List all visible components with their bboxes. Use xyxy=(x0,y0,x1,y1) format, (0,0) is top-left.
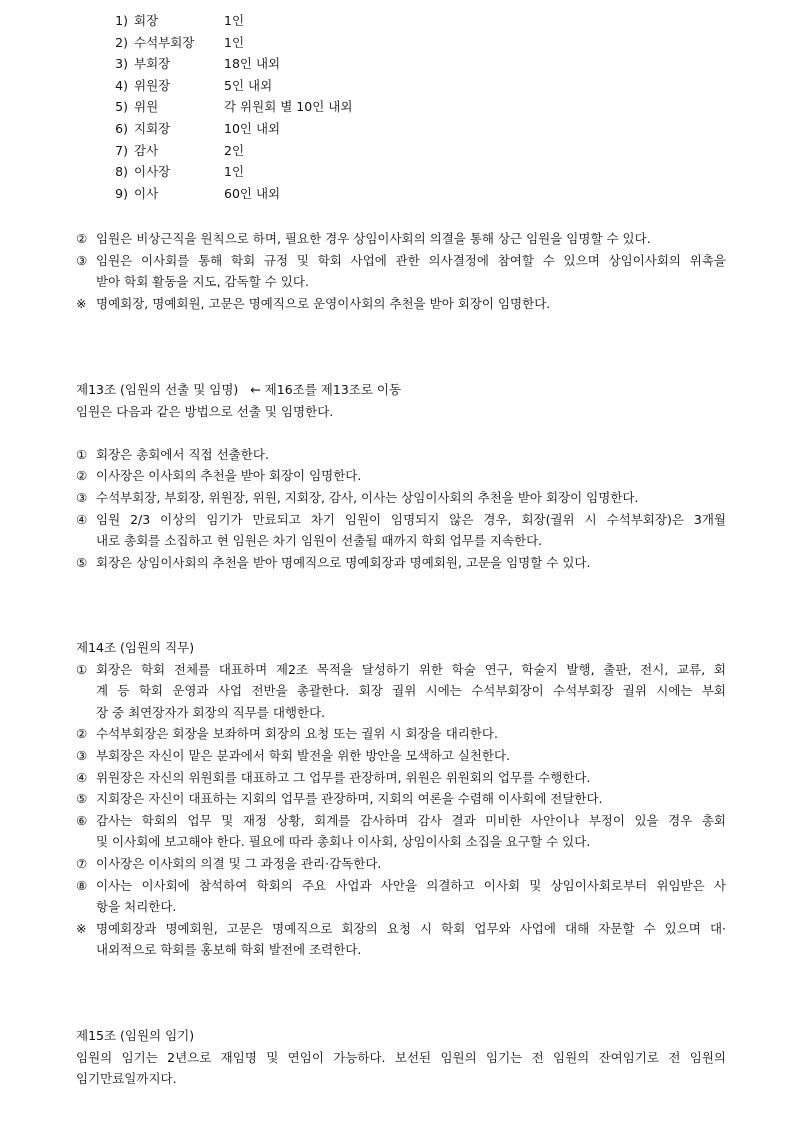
article-13 xyxy=(76,379,726,573)
clause-line: 부회장은 자신이 맡은 분과에서 학회 발전을 위한 방안을 모색하고 실천한다. xyxy=(96,747,511,763)
clause-line: 회장은 총회에서 직접 선출한다. xyxy=(96,446,269,462)
clause-line: 계 등 학회 운영과 사업 전반을 총괄한다. 회장 궐위 시에는 수석부회장이 수석부회장 궐위 시에는 부회 xyxy=(96,683,726,699)
roster-title: 수석부회장 xyxy=(134,34,195,50)
clause-line: 수석부회장은 회장을 보좌하며 회장의 요청 또는 궐위 시 회장을 대리한다. xyxy=(96,726,498,742)
officer-roster xyxy=(104,10,352,204)
article-heading xyxy=(76,379,726,401)
clause-marker: ④ xyxy=(76,511,88,527)
clause-item xyxy=(76,444,726,466)
clause-marker: ⑤ xyxy=(76,791,88,807)
clause-item xyxy=(76,767,726,789)
clause-marker: ※ xyxy=(76,920,87,936)
article-intro: 임원은 다음과 같은 방법으로 선출 및 임명한다. xyxy=(76,403,334,419)
roster-count: 각 위원회 별 10인 내외 xyxy=(224,99,353,115)
clause-item xyxy=(76,250,726,293)
roster-number: 5) xyxy=(115,99,128,115)
clause-line: 항을 처리한다. xyxy=(96,899,177,915)
roster-number: 2) xyxy=(115,34,128,50)
roster-row xyxy=(104,75,352,97)
roster-number: 7) xyxy=(115,142,128,158)
clause-marker: ③ xyxy=(76,489,88,505)
clause-line: 임원 2/3 이상의 임기가 만료되고 차기 임원이 임명되지 않은 경우, 회장(궐위 시 수석부회장)은 3개월 xyxy=(96,511,726,527)
roster-number: 3) xyxy=(115,56,128,72)
roster-count: 18인 내외 xyxy=(224,56,281,72)
clause-line: 회장은 상임이사회의 추천을 받아 명예직으로 명예회장과 명예회원, 고문을 임명할 수 있다. xyxy=(96,554,591,570)
clause-item xyxy=(76,659,726,724)
roster-count: 10인 내외 xyxy=(224,120,281,136)
roster-title: 이사 xyxy=(134,185,159,201)
roster-count: 2인 xyxy=(224,142,245,158)
clause-item xyxy=(76,509,726,552)
clause-item xyxy=(76,810,726,853)
article-14 xyxy=(76,637,726,961)
revision-note: ← 제16조를 제13조로 이동 xyxy=(250,382,402,397)
clause-line: 이사장은 이사회의 의결 및 그 과정을 관리·감독한다. xyxy=(96,855,382,871)
clause-marker: ② xyxy=(76,468,88,484)
roster-count: 1인 xyxy=(224,34,245,50)
clause-line: 지회장은 자신이 대표하는 지회의 업무를 관장하며, 지회의 여론을 수렴해 이사회에 전달한다. xyxy=(96,791,603,807)
clause-marker: ⑧ xyxy=(76,877,88,893)
officer-duties-clauses xyxy=(76,228,726,314)
clause-item xyxy=(76,853,726,875)
roster-number: 4) xyxy=(115,77,128,93)
clause-marker: ④ xyxy=(76,769,88,785)
roster-row xyxy=(104,161,352,183)
roster-title: 이사장 xyxy=(134,164,171,180)
roster-title: 지회장 xyxy=(134,120,171,136)
clause-marker: ※ xyxy=(76,295,87,311)
article-title: 제14조 (임원의 직무) xyxy=(76,640,195,655)
roster-row xyxy=(104,183,352,205)
roster-count: 5인 내외 xyxy=(224,77,273,93)
roster-count: 1인 xyxy=(224,164,245,180)
clause-line: 이사장은 이사회의 추천을 받아 회장이 임명한다. xyxy=(96,468,362,484)
clause-line: 내외적으로 학회를 홍보해 학회 발전에 조력한다. xyxy=(96,942,362,958)
clause-line: 받아 학회 활동을 지도, 감독할 수 있다. xyxy=(96,274,309,290)
clause-marker: ⑤ xyxy=(76,554,88,570)
roster-title: 위원장 xyxy=(134,77,171,93)
clause-marker: ③ xyxy=(76,252,88,268)
roster-number: 1) xyxy=(115,13,128,28)
clause-marker: ⑥ xyxy=(76,812,88,828)
clause-line: 내로 총회를 소집하고 현 임원은 차기 임원이 선출될 때까지 학회 업무를 지속한다. xyxy=(96,533,543,549)
clause-line: 장 중 최연장자가 회장의 직무를 대행한다. xyxy=(96,704,326,720)
article-15 xyxy=(76,1025,726,1090)
clause-marker: ② xyxy=(76,726,88,742)
clause-marker: ③ xyxy=(76,747,88,763)
clause-item xyxy=(76,875,726,918)
roster-row xyxy=(104,32,352,54)
roster-row xyxy=(104,53,352,75)
roster-row xyxy=(104,96,352,118)
clause-item xyxy=(76,918,726,961)
roster-row xyxy=(104,118,352,140)
roster-row xyxy=(104,140,352,162)
roster-title: 위원 xyxy=(134,99,159,115)
roster-title: 감사 xyxy=(134,142,159,158)
roster-number: 8) xyxy=(115,164,128,180)
roster-count: 60인 내외 xyxy=(224,185,281,201)
clause-item xyxy=(76,745,726,767)
clause-line: 수석부회장, 부회장, 위원장, 위원, 지회장, 감사, 이사는 상임이사회의 추천을 받아 회장이 임명한다. xyxy=(96,489,639,505)
clause-line: 임원은 이사회를 통해 학회 규정 및 학회 사업에 관한 의사결정에 참여할 수 있으며 상임이사회의 위촉을 xyxy=(96,252,726,268)
clause-marker: ① xyxy=(76,661,88,677)
clause-item xyxy=(76,487,726,509)
clause-item xyxy=(76,552,726,574)
clause-line: 명예회장, 명예회원, 고문은 명예직으로 운영이사회의 추천을 받아 회장이 임명한다. xyxy=(96,295,551,311)
roster-title: 회장 xyxy=(134,13,159,28)
clause-item xyxy=(76,788,726,810)
clause-marker: ② xyxy=(76,231,88,246)
article-body-line: 임기만료일까지다. xyxy=(76,1071,177,1087)
clause-line: 및 이사회에 보고해야 한다. 필요에 따라 총회나 이사회, 상임이사회 소집을 요구할 수 있다. xyxy=(96,834,591,850)
article-body-line: 임원의 임기는 2년으로 재임명 및 연임이 가능하다. 보선된 임원의 임기는 전 임원의 잔여임기로 전 임원의 xyxy=(76,1049,726,1065)
clause-line: 감사는 학회의 업무 및 재정 상황, 회계를 감사하며 감사 결과 미비한 사안이나 부정이 있을 경우 총회 xyxy=(96,812,726,828)
clause-line: 임원은 비상근직을 원칙으로 하며, 필요한 경우 상임이사회의 의결을 통해 상근 임원을 임명할 수 있다. xyxy=(96,231,651,246)
clause-line: 위원장은 자신의 위원회를 대표하고 그 업무를 관장하며, 위원은 위원회의 업무를 수행한다. xyxy=(96,769,591,785)
clause-item xyxy=(76,465,726,487)
clause-line: 명예회장과 명예회원, 고문은 명예직으로 회장의 요청 시 학회 업무와 사업에 대해 자문할 수 있으며 대· xyxy=(96,920,726,936)
clause-line: 이사는 이사회에 참석하여 학회의 주요 사업과 사안을 의결하고 이사회 및 상임이사회로부터 위임받은 사 xyxy=(96,877,726,893)
roster-number: 9) xyxy=(115,185,128,201)
roster-count: 1인 xyxy=(224,13,245,28)
clause-marker: ⑦ xyxy=(76,855,88,871)
article-title: 제15조 (임원의 임기) xyxy=(76,1028,195,1043)
clause-marker: ① xyxy=(76,446,88,462)
roster-title: 부회장 xyxy=(134,56,171,72)
clause-line: 회장은 학회 전체를 대표하며 제2조 목적을 달성하기 위한 학술 연구, 학술지 발행, 출판, 전시, 교류, 회 xyxy=(96,661,726,677)
clause-item xyxy=(76,228,726,250)
clause-item xyxy=(76,293,726,315)
roster-row xyxy=(104,10,352,32)
roster-number: 6) xyxy=(115,120,128,136)
clause-item xyxy=(76,723,726,745)
article-title: 제13조 (임원의 선출 및 임명) xyxy=(76,382,239,397)
